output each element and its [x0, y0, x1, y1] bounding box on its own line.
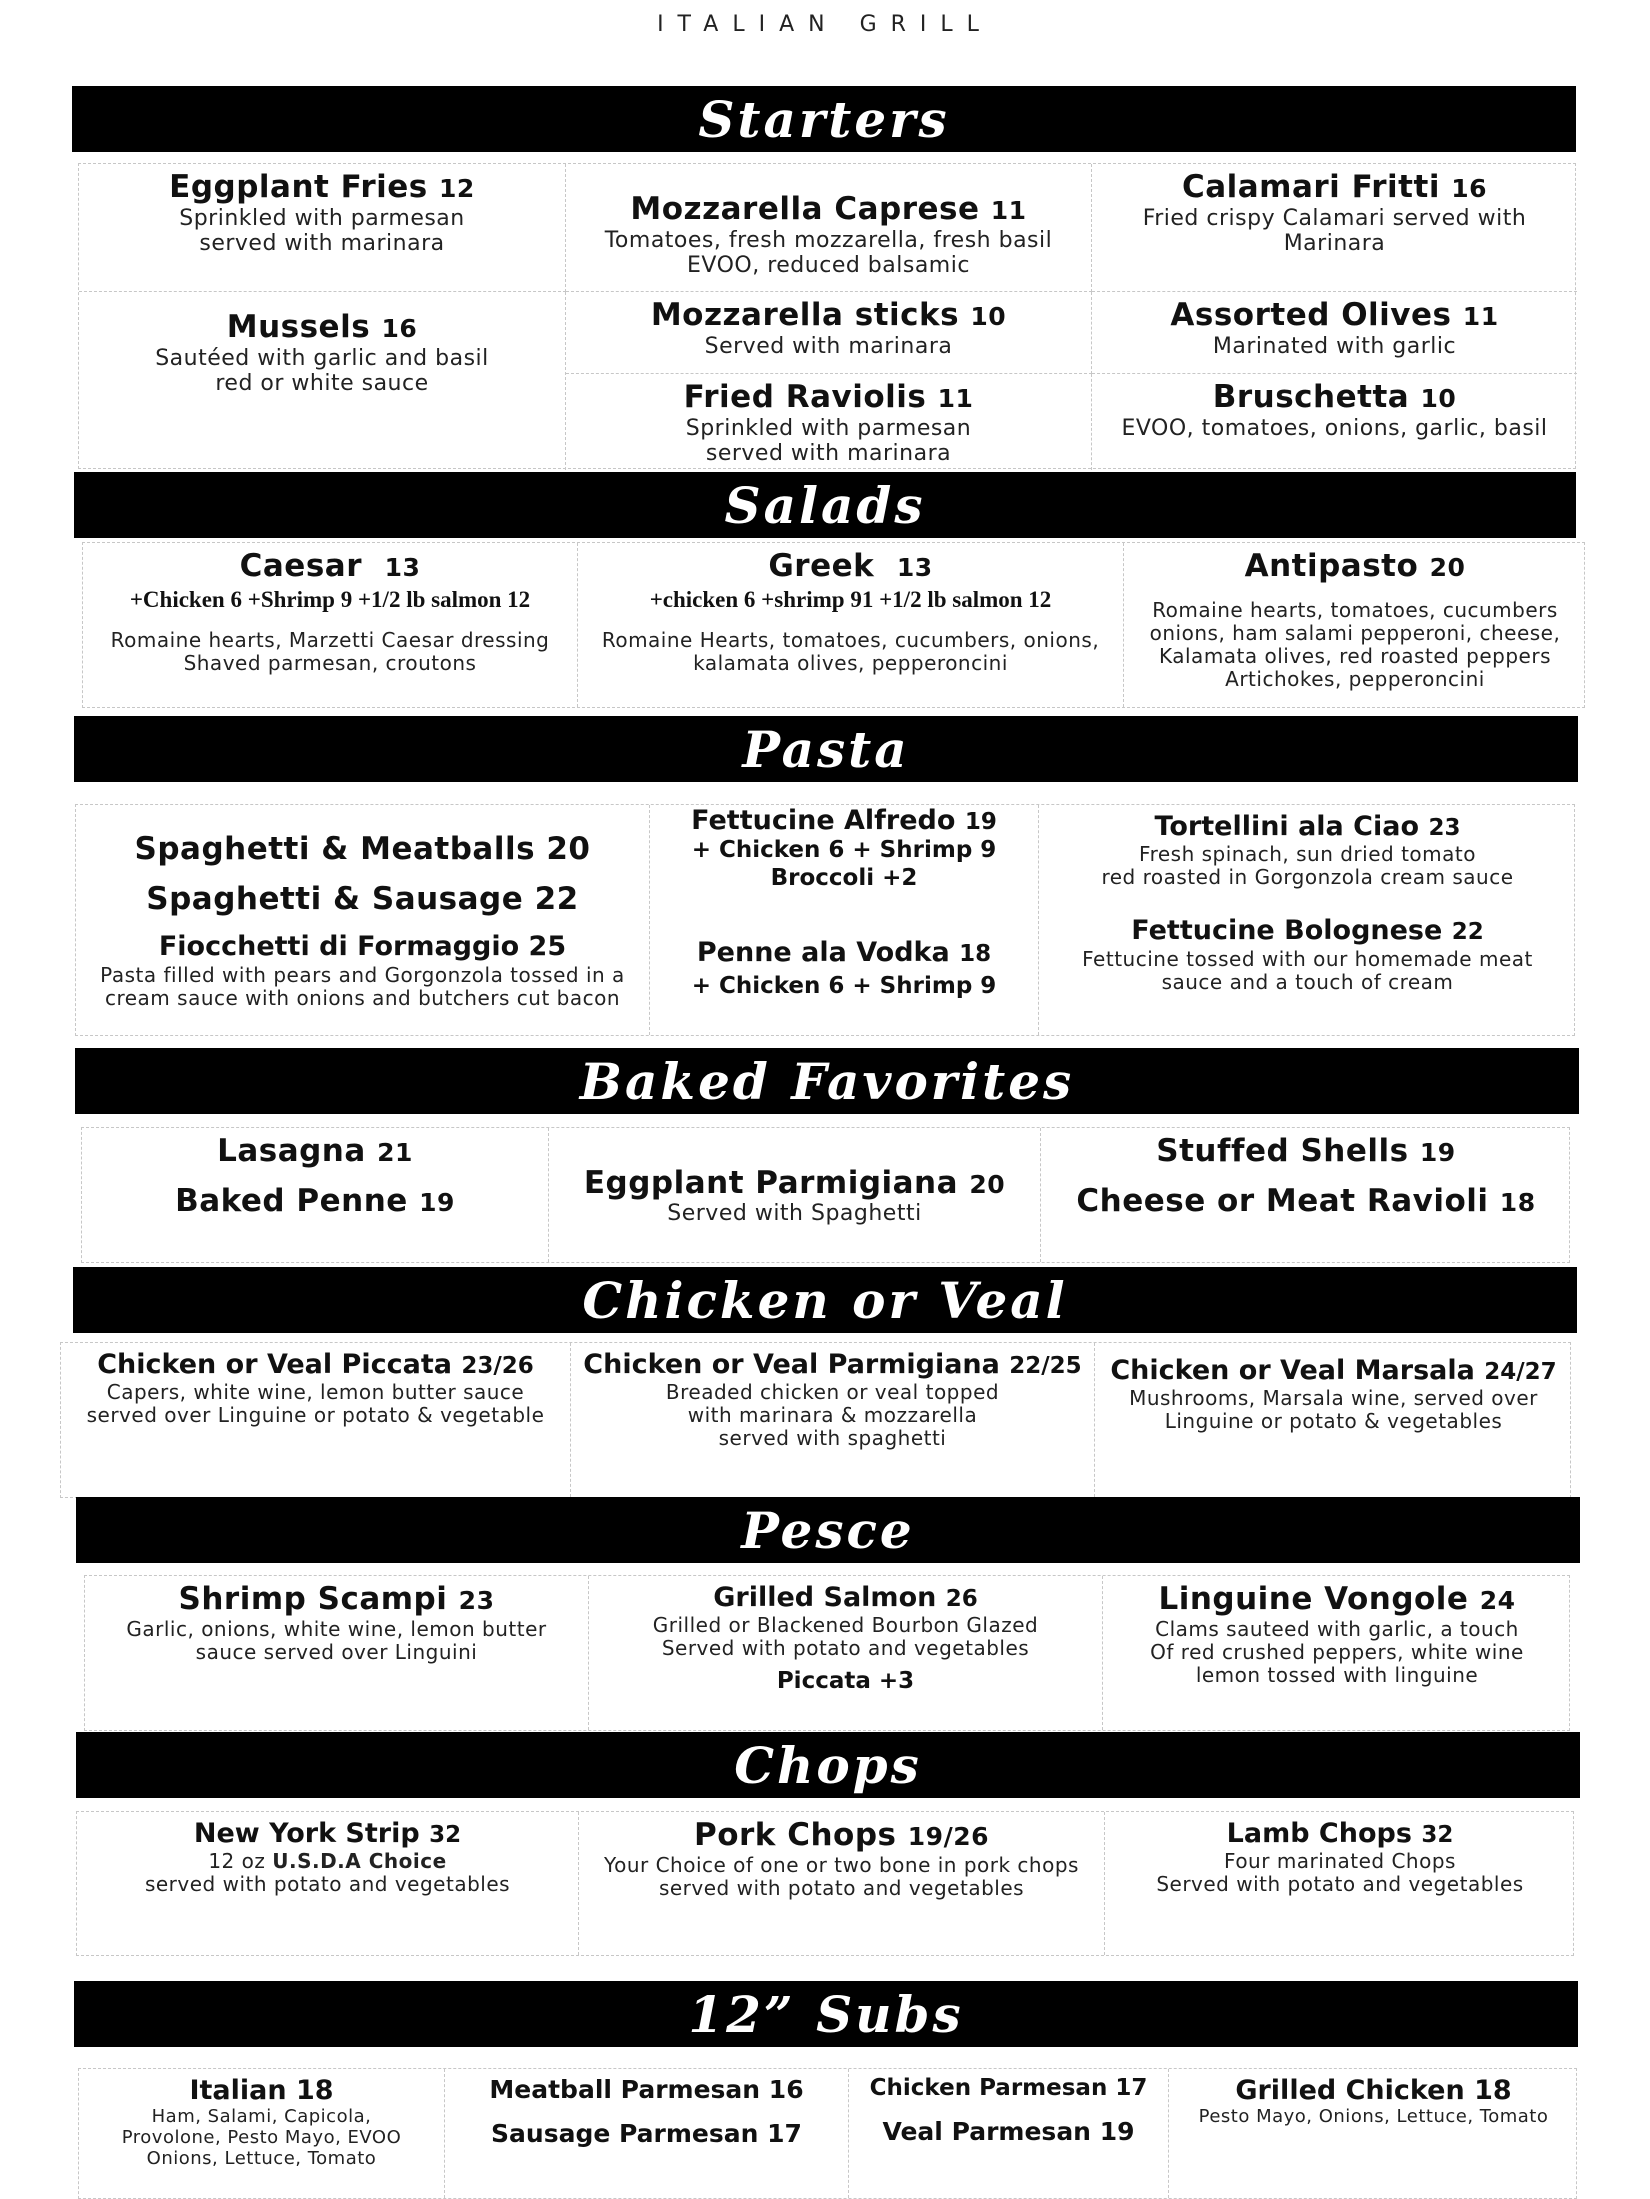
- menu-item: [76, 805, 650, 1035]
- item-description: red roasted in Gorgonzola cream sauce: [1101, 865, 1514, 890]
- item-price: 23/26: [461, 1353, 534, 1379]
- item-description: Linguine or potato & vegetables: [1164, 1409, 1503, 1434]
- item-name: Spaghetti & Sausage: [146, 880, 524, 917]
- item-name: Calamari Fritti: [1181, 169, 1440, 205]
- usda-choice-label: U.S.D.A Choice: [272, 1849, 447, 1874]
- item-name: Eggplant Fries: [169, 169, 428, 205]
- menu-item: [1169, 2069, 1578, 2198]
- item-name: Lasagna: [217, 1133, 366, 1169]
- item-price: 32: [429, 1822, 462, 1848]
- item-name: Chicken or Veal Marsala: [1110, 1355, 1475, 1386]
- item-price: 19/26: [907, 1822, 989, 1851]
- item-description: Served with marinara: [704, 333, 953, 359]
- item-price: 10: [970, 302, 1007, 331]
- menu-item: [650, 805, 1039, 1035]
- item-description: Mushrooms, Marsala wine, served over: [1129, 1386, 1538, 1411]
- item-description: sauce served over Linguini: [195, 1639, 478, 1664]
- menu-item: [85, 1576, 589, 1730]
- item-description: Capers, white wine, lemon butter sauce: [106, 1380, 525, 1405]
- item-name: Chicken or Veal Piccata: [97, 1349, 452, 1380]
- item-price: 18: [1499, 1187, 1536, 1217]
- menu-item: [571, 1343, 1095, 1497]
- item-price: 20: [546, 831, 591, 868]
- item-price: 18: [959, 940, 992, 967]
- item-description: served over Linguine or potato & vegetable: [86, 1403, 545, 1428]
- item-addons: +Chicken 6 +Shrimp 9 +1/2 lb salmon 12: [129, 586, 531, 612]
- item-addons: + Chicken 6 + Shrimp 9: [691, 837, 997, 864]
- menu-item: [79, 292, 566, 470]
- item-description: Sprinkled with parmesan: [685, 415, 972, 441]
- item-price: 22: [1451, 919, 1484, 946]
- menu-item: [79, 2069, 445, 2198]
- item-description: Marinara: [1283, 230, 1386, 256]
- item-price: 18: [1474, 2075, 1512, 2106]
- menu-item: [445, 2069, 849, 2198]
- item-price: 24/27: [1484, 1359, 1557, 1385]
- item-description: Pasta filled with pears and Gorgonzola tossed in a: [100, 962, 625, 987]
- subs-grid: [78, 2068, 1577, 2199]
- menu-item: [1041, 1128, 1571, 1262]
- item-description: Romaine Hearts, tomatoes, cucumbers, onions,: [601, 627, 1100, 652]
- menu-item: [77, 1812, 579, 1955]
- item-name: Cheese or Meat Ravioli: [1076, 1182, 1489, 1219]
- item-description: served with marinara: [199, 230, 445, 256]
- menu-item: [566, 164, 1092, 292]
- salads-grid: [82, 542, 1585, 708]
- chicken-or-veal-grid: [60, 1342, 1571, 1498]
- item-price: 19: [1099, 2116, 1135, 2146]
- item-name: Shrimp Scampi: [178, 1581, 448, 1617]
- menu-item: [82, 1128, 549, 1262]
- item-name: Mozzarella sticks: [650, 297, 960, 333]
- item-price: 26: [945, 1586, 978, 1612]
- item-price: 17: [1115, 2075, 1148, 2101]
- item-price: 10: [1420, 384, 1457, 413]
- item-price: 11: [937, 384, 974, 413]
- item-name: Grilled Salmon: [713, 1582, 937, 1613]
- item-description: red or white sauce: [215, 370, 429, 396]
- item-name: Veal Parmesan: [882, 2116, 1091, 2146]
- item-price: 22/25: [1009, 1353, 1082, 1379]
- item-description: Pesto Mayo, Onions, Lettuce, Tomato: [1198, 2106, 1549, 2128]
- item-addons: + Chicken 6 + Shrimp 9: [691, 972, 997, 999]
- item-description: Fresh spinach, sun dried tomato: [1139, 842, 1476, 867]
- item-description: Fettucine tossed with our homemade meat: [1082, 946, 1533, 971]
- item-price: 19: [1419, 1138, 1456, 1167]
- item-price: 19: [964, 809, 997, 835]
- item-price: 19: [419, 1187, 455, 1217]
- item-addons: +chicken 6 +shrimp 91 +1/2 lb salmon 12: [649, 586, 1052, 612]
- item-name: Stuffed Shells: [1156, 1133, 1409, 1169]
- item-name: Sausage Parmesan: [491, 2119, 759, 2148]
- baked-favorites-grid: [81, 1127, 1570, 1263]
- item-description: sauce and a touch of cream: [1161, 969, 1454, 994]
- item-name: Linguine Vongole: [1158, 1581, 1469, 1617]
- item-name: Spaghetti & Meatballs: [134, 831, 536, 868]
- item-description: served with potato and vegetables: [144, 1872, 511, 1897]
- item-name: New York Strip: [193, 1818, 420, 1849]
- menu-item: [1105, 1812, 1575, 1955]
- item-description: Onions, Lettuce, Tomato: [146, 2147, 377, 2169]
- item-price: 23: [458, 1586, 495, 1615]
- item-price: 11: [1462, 302, 1499, 331]
- item-name: Fiocchetti di Formaggio: [158, 931, 520, 963]
- item-description: Garlic, onions, white wine, lemon butter: [126, 1616, 547, 1641]
- item-price: 16: [381, 314, 418, 343]
- item-name: Assorted Olives: [1170, 297, 1452, 333]
- menu-item: [566, 374, 1092, 470]
- menu-item: [566, 292, 1092, 374]
- item-price: 25: [528, 931, 567, 963]
- item-name: Grilled Chicken: [1235, 2075, 1465, 2106]
- menu-item: [79, 164, 566, 292]
- item-name: Penne ala Vodka: [696, 936, 950, 968]
- item-description: Marinated with garlic: [1212, 333, 1457, 359]
- item-description: served with spaghetti: [718, 1426, 947, 1451]
- item-price: 16: [768, 2075, 804, 2104]
- item-name: Pork Chops: [694, 1817, 897, 1853]
- menu-item: [1092, 292, 1577, 374]
- item-description: Fried crispy Calamari served with: [1142, 205, 1527, 231]
- item-description: Breaded chicken or veal topped: [665, 1380, 1000, 1405]
- item-name: Fried Raviolis: [683, 379, 927, 415]
- section-banner-pesce: Pesce: [76, 1497, 1580, 1563]
- pasta-grid: [75, 804, 1575, 1036]
- item-description: Served with potato and vegetables: [1156, 1872, 1524, 1897]
- menu-item: [83, 543, 578, 707]
- item-description: served with marinara: [705, 440, 952, 466]
- menu-item: [1039, 805, 1576, 1035]
- item-price: 18: [295, 2075, 334, 2106]
- item-price: 21: [377, 1138, 413, 1167]
- item-description: Of red crushed peppers, white wine: [1150, 1639, 1524, 1664]
- menu-item: [61, 1343, 571, 1497]
- item-name: Greek: [768, 548, 875, 584]
- item-description: lemon tossed with linguine: [1195, 1662, 1479, 1687]
- item-description: Sautéed with garlic and basil: [155, 345, 489, 371]
- item-price: 23: [1428, 815, 1461, 841]
- section-banner-salads: Salads: [74, 472, 1576, 538]
- item-name: Chicken or Veal Parmigiana: [583, 1349, 1000, 1380]
- pesce-grid: [84, 1575, 1570, 1731]
- menu-item: [578, 543, 1124, 707]
- menu-item: [579, 1812, 1105, 1955]
- item-description: 12 oz: [208, 1849, 273, 1874]
- menu-item: [1124, 543, 1586, 707]
- item-description: Ham, Salami, Capicola,: [151, 2106, 372, 2128]
- menu-item: [1092, 164, 1577, 292]
- section-banner-chops: Chops: [76, 1732, 1580, 1798]
- item-price: 13: [384, 553, 421, 582]
- item-description: with marinara & mozzarella: [687, 1403, 978, 1428]
- item-description: EVOO, tomatoes, onions, garlic, basil: [1121, 415, 1548, 441]
- item-description: Served with potato and vegetables: [661, 1636, 1030, 1661]
- item-description: Shaved parmesan, croutons: [183, 650, 477, 675]
- item-price: 20: [969, 1169, 1006, 1199]
- item-name: Mussels: [226, 309, 371, 345]
- chops-grid: [76, 1811, 1574, 1956]
- item-name: Antipasto: [1244, 548, 1419, 584]
- menu-item: [1103, 1576, 1571, 1730]
- section-banner-subs: 12” Subs: [74, 1981, 1578, 2047]
- item-price: 32: [1421, 1822, 1454, 1848]
- item-name: Mozzarella Caprese: [630, 191, 980, 227]
- item-description: Your Choice of one or two bone in pork chops: [604, 1852, 1079, 1877]
- item-price: 24: [1479, 1586, 1516, 1615]
- item-price: 16: [1451, 174, 1488, 203]
- menu-item: [1092, 374, 1577, 470]
- section-banner-baked-favorites: Baked Favorites: [75, 1048, 1579, 1114]
- item-price: 11: [990, 196, 1027, 225]
- item-price: 17: [767, 2119, 802, 2148]
- item-description: Clams sauteed with garlic, a touch: [1155, 1616, 1519, 1641]
- item-price: 22: [534, 880, 579, 917]
- item-description: EVOO, reduced balsamic: [687, 252, 970, 278]
- menu-item: [589, 1576, 1103, 1730]
- item-description: Provolone, Pesto Mayo, EVOO: [121, 2127, 402, 2149]
- item-description: Artichokes, pepperoncini: [1225, 666, 1485, 691]
- item-description: Four marinated Chops: [1224, 1849, 1456, 1874]
- item-addons: Broccoli +2: [770, 864, 918, 891]
- item-description: Romaine hearts, tomatoes, cucumbers: [1152, 597, 1558, 622]
- item-description: served with potato and vegetables: [658, 1875, 1025, 1900]
- item-price: 12: [439, 174, 475, 203]
- restaurant-brand: ITALIAN GRILL: [657, 12, 993, 37]
- item-description: Kalamata olives, red roasted peppers: [1158, 643, 1552, 668]
- item-name: Fettucine Bolognese: [1131, 915, 1443, 947]
- item-description: onions, ham salami pepperoni, cheese,: [1149, 620, 1561, 645]
- section-banner-starters: Starters: [72, 86, 1576, 152]
- item-description: Tomatoes, fresh mozzarella, fresh basil: [604, 227, 1053, 253]
- menu-item: [849, 2069, 1169, 2198]
- item-name: Italian: [189, 2075, 287, 2106]
- item-description: Served with Spaghetti: [667, 1201, 922, 1227]
- item-name: Chicken Parmesan: [869, 2075, 1108, 2101]
- section-banner-chicken-or-veal: Chicken or Veal: [73, 1267, 1577, 1333]
- item-description: Grilled or Blackened Bourbon Glazed: [652, 1613, 1039, 1638]
- item-name: Baked Penne: [175, 1182, 408, 1219]
- item-price: 13: [896, 553, 933, 582]
- item-name: Tortellini ala Ciao: [1154, 811, 1420, 842]
- section-banner-pasta: Pasta: [74, 716, 1578, 782]
- item-price: 20: [1429, 553, 1466, 582]
- item-addons: Piccata +3: [776, 1668, 915, 1695]
- item-description: Sprinkled with parmesan: [179, 205, 465, 231]
- item-name: Eggplant Parmigiana: [583, 1164, 959, 1201]
- item-description: Romaine hearts, Marzetti Caesar dressing: [110, 627, 550, 652]
- menu-item: [549, 1128, 1041, 1262]
- item-name: Caesar: [239, 548, 362, 584]
- item-name: Fettucine Alfredo: [691, 805, 956, 836]
- menu-item: [1095, 1343, 1572, 1497]
- item-name: Bruschetta: [1212, 379, 1410, 415]
- item-description: cream sauce with onions and butchers cut bacon: [104, 985, 621, 1010]
- item-description: kalamata olives, pepperoncini: [693, 650, 1008, 675]
- starters-grid: [78, 163, 1576, 469]
- item-name: Meatball Parmesan: [489, 2075, 761, 2104]
- item-name: Lamb Chops: [1226, 1818, 1412, 1849]
